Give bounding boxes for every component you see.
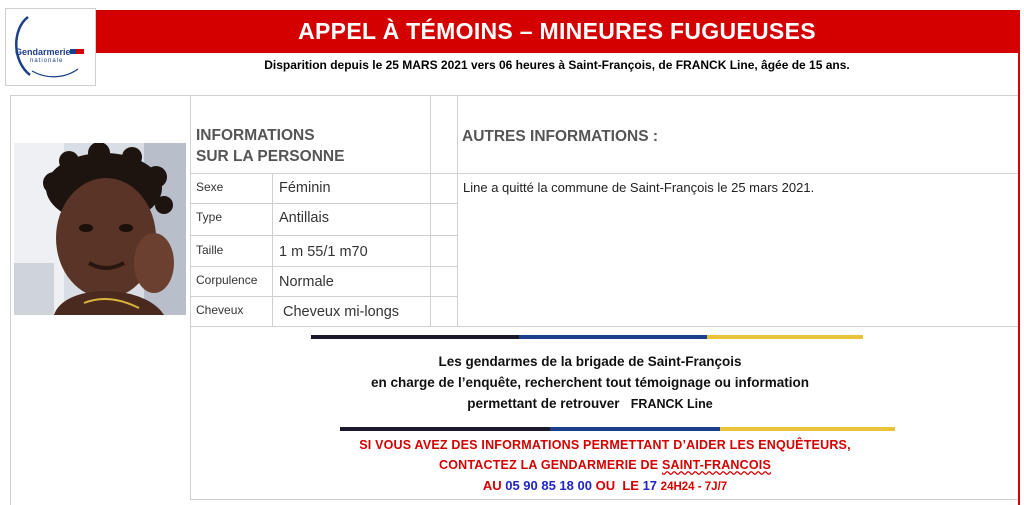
label-build: Corpulence [196,273,258,287]
divider [190,326,1018,327]
label-hair: Cheveux [196,303,244,317]
contact-line-2 [300,458,910,472]
divider [430,95,431,326]
flag-bar-yellow-2 [720,427,895,431]
divider [190,95,191,500]
flag-bar-dark [311,335,519,339]
label-sex: Sexe [196,180,224,194]
value-sex: Féminin [279,180,331,196]
other-info-title: AUTRES INFORMATIONS : [462,128,659,145]
logo-text-gendarmerie: Gendarmerie [15,47,71,57]
emergency-number[interactable]: 17 [642,478,658,493]
gendarmerie-logo [5,8,96,86]
divider [272,173,273,326]
disappearance-summary: Disparition depuis le 25 MARS 2021 vers 06 heures à Saint-François, de FRANCK Line, âgée de 15 ans. [264,58,850,72]
person-photo [14,143,186,315]
other-info-text: Line a quitté la commune de Saint-François le 25 mars 2021. [463,180,815,195]
missing-person-name: FRANCK Line [630,397,713,411]
value-type: Antillais [279,210,329,226]
label-height: Taille [196,243,224,257]
contact-le: LE [622,478,639,493]
value-height: 1 m 55/1 m70 [279,244,368,260]
value-build: Normale [279,274,334,290]
value-hair: Cheveux mi-longs [283,304,400,320]
person-info-title-line1: INFORMATIONS [196,127,315,144]
person-info-title [196,125,344,167]
divider [10,95,11,505]
page-title: APPEL À TÉMOINS – MINEURES FUGUEUSES [298,18,816,44]
contact-line-2-prefix: CONTACTEZ LA GENDARMERIE DE [438,458,659,472]
appeal-line-2: en charge de l’enquête, recherchent tout témoignage ou information [370,375,810,390]
flag-bar-blue-2 [550,427,720,431]
contact-ou: OU [595,478,616,493]
divider [190,235,458,236]
divider [190,266,458,267]
flag-bar-dark-2 [340,427,550,431]
divider [457,95,458,326]
divider [190,296,458,297]
contact-place: SAINT-FRANCOIS [661,458,772,472]
contact-line-1: SI VOUS AVEZ DES INFORMATIONS PERMETTANT D’AIDER LES ENQUÊTEURS, [359,438,851,452]
contact-line-3 [300,478,910,493]
flag-bar-blue [519,335,707,339]
appeal-line-3-prefix: permettant de retrouver [467,396,620,411]
label-type: Type [196,210,223,224]
red-border [1018,10,1020,505]
gendarmerie-phone[interactable]: 05 90 85 18 00 [505,478,592,493]
contact-au: AU [482,478,502,493]
logo-text-nationale: nationale [30,58,64,64]
person-info-title-line2: SUR LA PERSONNE [196,148,345,165]
divider [190,203,458,204]
appeal-line-3 [300,396,880,411]
divider [190,173,1018,174]
divider [10,95,1018,96]
appeal-line-1: Les gendarmes de la brigade de Saint-François [438,354,742,369]
divider [190,499,1018,500]
contact-hours: 24H24 - 7J/7 [660,481,728,493]
flag-bar-yellow [707,335,863,339]
